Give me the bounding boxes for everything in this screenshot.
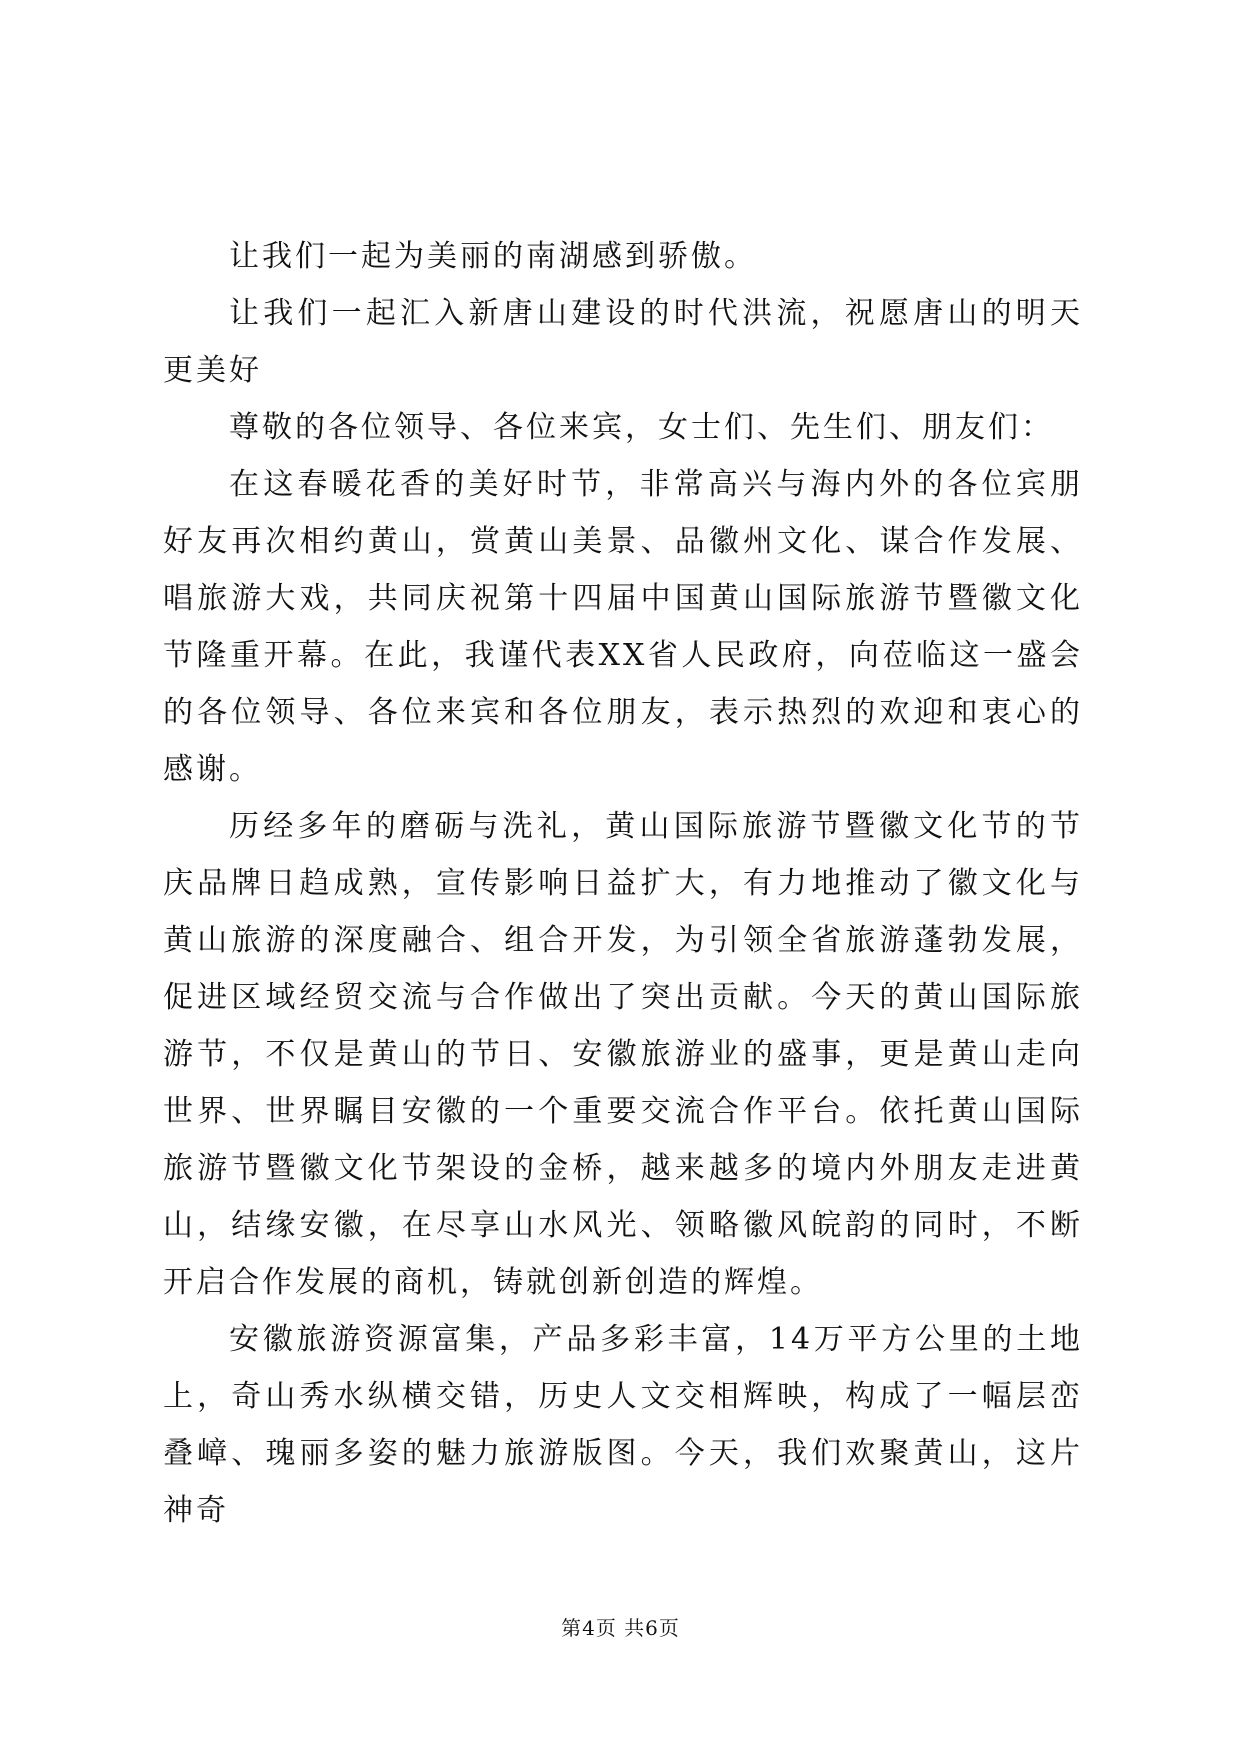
paragraph: 尊敬的各位领导、各位来宾，女士们、先生们、朋友们： (229, 410, 1054, 445)
paragraph: 让我们一起汇入新唐山建设的时代洪流，祝愿唐山的明天更美好 (163, 296, 1083, 388)
document-body (163, 228, 1083, 1539)
paragraph: 在这春暖花香的美好时节，非常高兴与海内外的各位宾朋好友再次相约黄山，赏黄山美景、品徽州文化、谋合作发展、唱旅游大戏，共同庆祝第十四届中国黄山国际旅游节暨徽文化节隆重开幕。在此，我谨代表XX省人民政府，向莅临这一盛会的各位领导、各位来宾和各位朋友，表示热烈的欢迎和衷心的感谢。 (163, 467, 1083, 787)
page-footer: 第4页 共6页 (561, 1616, 680, 1640)
paragraph: 历经多年的磨砺与洗礼，黄山国际旅游节暨徽文化节的节庆品牌日趋成熟，宣传影响日益扩大，有力地推动了徽文化与黄山旅游的深度融合、组合开发，为引领全省旅游蓬勃发展，促进区域经贸交流与合作做出了突出贡献。今天的黄山国际旅游节，不仅是黄山的节日、安徽旅游业的盛事，更是黄山走向世界、世界瞩目安徽的一个重要交流合作平台。依托黄山国际旅游节暨徽文化节架设的金桥，越来越多的境内外朋友走进黄山，结缘安徽，在尽享山水风光、领略徽风皖韵的同时，不断开启合作发展的商机，铸就创新创造的辉煌。 (163, 809, 1083, 1300)
paragraph: 让我们一起为美丽的南湖感到骄傲。 (229, 239, 757, 274)
paragraph: 安徽旅游资源富集，产品多彩丰富，14万平方公里的土地上，奇山秀水纵横交错，历史人文交相辉映，构成了一幅层峦叠嶂、瑰丽多姿的魅力旅游版图。今天，我们欢聚黄山，这片神奇 (163, 1322, 1083, 1528)
